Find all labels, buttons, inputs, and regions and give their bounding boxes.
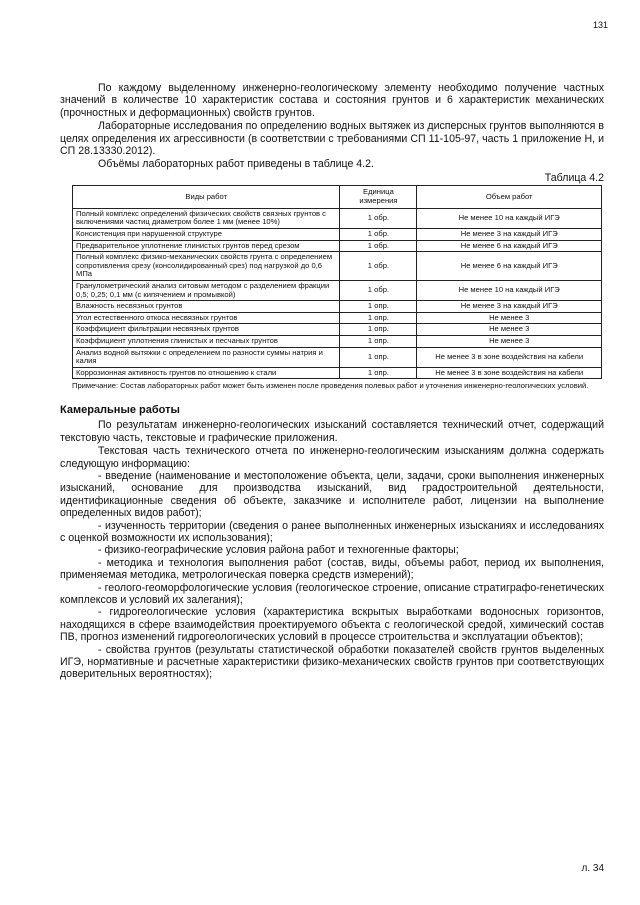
- cell-volume: Не менее 10 на каждый ИГЭ: [417, 208, 602, 228]
- table-row: [73, 301, 602, 313]
- cell-volume: Не менее 3 на каждый ИГЭ: [417, 229, 602, 241]
- intro-paragraph-1: По каждому выделенному инженерно-геологическому элементу необходимо получение частных значений в количестве 10 характеристик состава и состояния грунтов и 6 характеристик механических (прочностных и деформационных) свойств грунтов.: [60, 82, 604, 119]
- list-item: - гидрогеологические условия (характеристика вскрытых выработками водоносных горизонтов, находящихся в сфере взаимодействия проектируемого объекта с геологической средой, химический состав ПВ, прогноз изменений гидрогеологических условий в процессе строительства и эксплуатации объектов);: [60, 606, 604, 644]
- table-row: [73, 335, 602, 347]
- lab-works-table: [72, 185, 602, 380]
- cell-work-type: Предварительное уплотнение глинистых грунтов перед срезом: [73, 240, 340, 252]
- table-header-row: [73, 185, 602, 208]
- cell-volume: Не менее 3: [417, 312, 602, 324]
- list-item: - физико-географические условия района работ и техногенные факторы;: [98, 544, 459, 557]
- document-body: [60, 82, 604, 681]
- table-row: [73, 367, 602, 379]
- section-heading: Камеральные работы: [60, 404, 180, 417]
- header-work-type: Виды работ: [73, 185, 340, 208]
- table-caption: Таблица 4.2: [544, 171, 604, 184]
- list-item: - введение (наименование и местоположение объекта, цели, задачи, сроки выполнения инженерных изысканий, основание для производства изысканий, вид градостроительной деятельности, идентификационные сведения об объекте, заказчике и исполнителе работ, лицензии на выполнение определенных видов работ);: [60, 469, 604, 520]
- header-volume: Объем работ: [417, 185, 602, 208]
- cell-work-type: Коэффициент уплотнения глинистых и песчаных грунтов: [73, 335, 340, 347]
- intro-paragraph-2: Лабораторные исследования по определению водных вытяжек из дисперсных грунтов выполняются в целях определения их агрессивности (в соответствии с требованиями СП 11-105-97, часть 1 приложение Н, и СП 28.13330.2012).: [60, 120, 604, 158]
- cell-unit: 1 опр.: [340, 312, 417, 324]
- cell-unit: 1 опр.: [340, 347, 417, 367]
- cell-unit: 1 обр.: [340, 240, 417, 252]
- cell-volume: Не менее 3: [417, 324, 602, 336]
- table-row: [73, 240, 602, 252]
- cell-volume: Не менее 3 в зоне воздействия на кабели: [417, 367, 602, 379]
- table-note: Примечание: Состав лабораторных работ может быть изменен после проведения полевых работ и уточнения инженерно-геологических условий.: [72, 381, 589, 391]
- cell-unit: 1 опр.: [340, 324, 417, 336]
- section-paragraph-1: По результатам инженерно-геологических изысканий составляется технический отчет, содержащий текстовую часть, текстовые и графические приложения.: [60, 419, 604, 444]
- cell-work-type: Анализ водной вытяжки с определением по разности суммы натрия и калия: [73, 347, 340, 367]
- cell-work-type: Коэффициент фильтрации несвязных грунтов: [73, 324, 340, 336]
- cell-work-type: Полный комплекс определений физических свойств связных грунтов с включениями частиц диаметром более 1 мм (менее 10%): [73, 208, 340, 228]
- cell-work-type: Гранулометрический анализ ситовым методом с разделением фракции 0,5; 0,25; 0,1 мм (с кипячением и промывкой): [73, 281, 340, 301]
- table-row: [73, 324, 602, 336]
- cell-volume: Не менее 3: [417, 335, 602, 347]
- cell-unit: 1 опр.: [340, 367, 417, 379]
- cell-volume: Не менее 6 на каждый ИГЭ: [417, 252, 602, 281]
- cell-work-type: Консистенция при нарушенной структуре: [73, 229, 340, 241]
- list-item: - методика и технология выполнения работ (состав, виды, объемы работ, период их выполнения, применяемая методика, метрологическая поверка средств измерений);: [60, 556, 604, 582]
- page-number: 131: [592, 20, 608, 30]
- header-unit: Единица измерения: [340, 185, 417, 208]
- table-row: [73, 229, 602, 241]
- cell-work-type: Угол естественного откоса несвязных грунтов: [73, 312, 340, 324]
- list-item: - геолого-геоморфологические условия (геологическое строение, описание стратиграфо-генетических комплексов и условий их залегания);: [60, 581, 604, 607]
- cell-unit: 1 опр.: [340, 335, 417, 347]
- list-item: - изученность территории (сведения о ранее выполненных инженерных изысканиях и исследованиях с оценкой возможности их использования);: [60, 519, 604, 544]
- table-row: [73, 281, 602, 301]
- cell-unit: 1 обр.: [340, 281, 417, 301]
- sheet-number: л. 34: [581, 863, 604, 874]
- cell-unit: 1 обр.: [340, 252, 417, 281]
- cell-volume: Не менее 3 на каждый ИГЭ: [417, 301, 602, 313]
- cell-work-type: Полный комплекс физико-механических свойств грунта с определением сопротивления срезу (консолидированный срез) под нагрузкой до 0,6 МПа: [73, 252, 340, 281]
- cell-unit: 1 обр.: [340, 208, 417, 228]
- list-item: - свойства грунтов (результаты статистической обработки показателей свойств грунтов выделенных ИГЭ, нормативные и расчетные характеристики физико-механических свойств грунтов при соответствующих доверительных вероятностях);: [60, 643, 604, 681]
- intro-paragraph-3: Объёмы лабораторных работ приведены в таблице 4.2.: [98, 158, 374, 171]
- cell-work-type: Влажность несвязных грунтов: [73, 301, 340, 313]
- table-row: [73, 312, 602, 324]
- cell-volume: Не менее 3 в зоне воздействия на кабели: [417, 347, 602, 367]
- cell-unit: 1 опр.: [340, 301, 417, 313]
- requirements-list: [60, 470, 604, 681]
- table-row: [73, 252, 602, 281]
- cell-unit: 1 обр.: [340, 229, 417, 241]
- table-row: [73, 347, 602, 367]
- table-row: [73, 208, 602, 228]
- cell-volume: Не менее 10 на каждый ИГЭ: [417, 281, 602, 301]
- cell-work-type: Коррозионная активность грунтов по отношению к стали: [73, 367, 340, 379]
- cell-volume: Не менее 6 на каждый ИГЭ: [417, 240, 602, 252]
- section-paragraph-2: Текстовая часть технического отчета по инженерно-геологическим изысканиям должна содержать следующую информацию:: [60, 445, 604, 470]
